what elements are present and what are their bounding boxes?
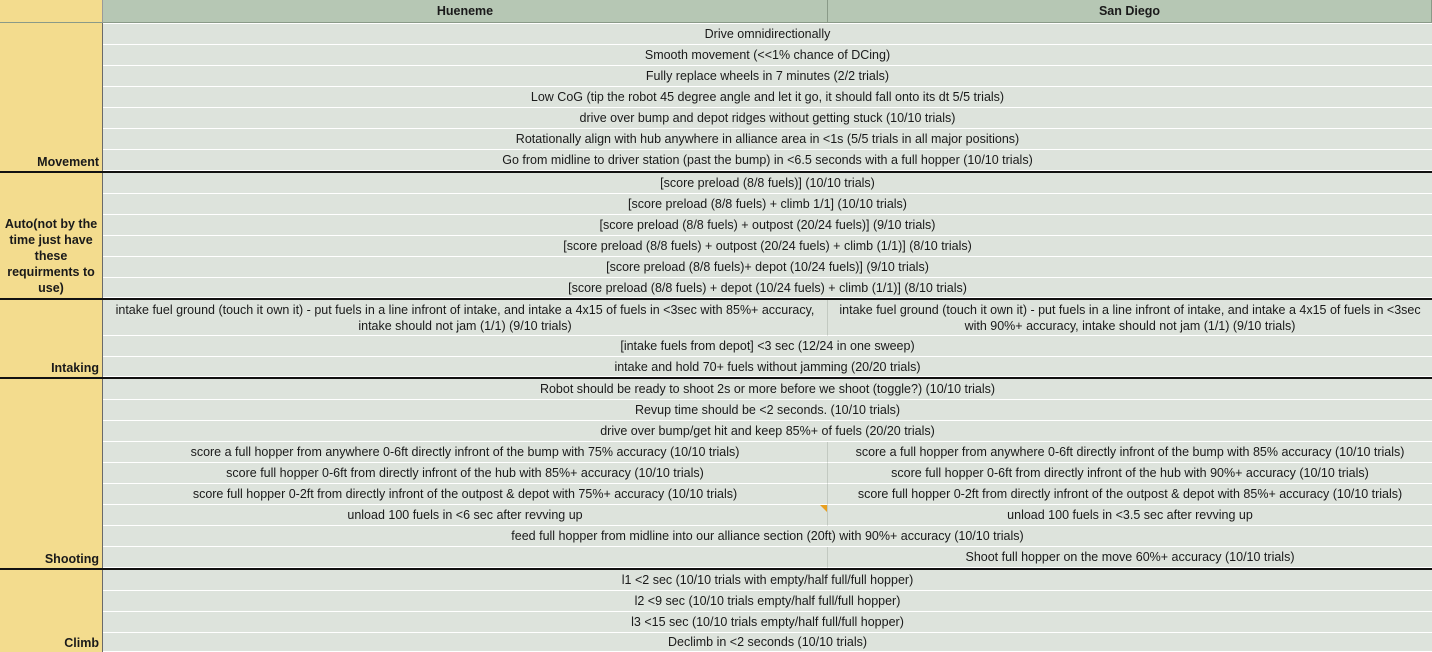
category-movement[interactable]: Movement xyxy=(0,23,103,171)
corner-cell[interactable] xyxy=(0,0,103,23)
climb-row-3[interactable]: l3 <15 sec (10/10 trials empty/half full/full hopper) xyxy=(103,612,1432,633)
shooting-revup-row[interactable]: Revup time should be <2 seconds. (10/10 trials) xyxy=(103,400,1432,421)
intaking-ground-hueneme[interactable]: intake fuel ground (touch it own it) - put fuels in a line infront of intake, and intake a 4x15 of fuels in <3sec with 85%+ accuracy, intake should not jam (1/1) (9/10 trials) xyxy=(103,300,828,336)
shooting-bump-sandiego[interactable]: score a full hopper from anywhere 0-6ft directly infront of the bump with 85% accuracy (10/10 trials) xyxy=(828,442,1432,463)
movement-row-5[interactable]: drive over bump and depot ridges without getting stuck (10/10 trials) xyxy=(103,108,1432,129)
movement-row-3[interactable]: Fully replace wheels in 7 minutes (2/2 trials) xyxy=(103,66,1432,87)
section-divider xyxy=(0,298,1432,300)
intaking-depot-row[interactable]: [intake fuels from depot] <3 sec (12/24 in one sweep) xyxy=(103,336,1432,357)
cell-note-indicator-icon[interactable] xyxy=(820,505,827,512)
auto-row-5[interactable]: [score preload (8/8 fuels)+ depot (10/24 fuels)] (9/10 trials) xyxy=(103,257,1432,278)
column-header-sandiego[interactable]: San Diego xyxy=(828,0,1432,23)
auto-row-3[interactable]: [score preload (8/8 fuels) + outpost (20/24 fuels)] (9/10 trials) xyxy=(103,215,1432,236)
shooting-unload-hueneme[interactable]: unload 100 fuels in <6 sec after revving up xyxy=(103,505,828,526)
section-divider xyxy=(0,377,1432,379)
column-header-hueneme[interactable]: Hueneme xyxy=(103,0,828,23)
movement-row-4[interactable]: Low CoG (tip the robot 45 degree angle and let it go, it should fall onto its dt 5/5 trials) xyxy=(103,87,1432,108)
climb-row-2[interactable]: l2 <9 sec (10/10 trials empty/half full/full hopper) xyxy=(103,591,1432,612)
shooting-bumpdrive-row[interactable]: drive over bump/get hit and keep 85%+ of fuels (20/20 trials) xyxy=(103,421,1432,442)
movement-row-2[interactable]: Smooth movement (<<1% chance of DCing) xyxy=(103,45,1432,66)
shooting-hub-sandiego[interactable]: score full hopper 0-6ft from directly infront of the hub with 90%+ accuracy (10/10 trials) xyxy=(828,463,1432,484)
auto-row-2[interactable]: [score preload (8/8 fuels) + climb 1/1] (10/10 trials) xyxy=(103,194,1432,215)
climb-row-4[interactable]: Declimb in <2 seconds (10/10 trials) xyxy=(103,633,1432,652)
section-divider xyxy=(0,568,1432,570)
shooting-unload-sandiego[interactable]: unload 100 fuels in <3.5 sec after revving up xyxy=(828,505,1432,526)
category-intaking[interactable]: Intaking xyxy=(0,300,103,377)
auto-row-4[interactable]: [score preload (8/8 fuels) + outpost (20/24 fuels) + climb (1/1)] (8/10 trials) xyxy=(103,236,1432,257)
auto-row-1[interactable]: [score preload (8/8 fuels)] (10/10 trials) xyxy=(103,173,1432,194)
auto-row-6[interactable]: [score preload (8/8 fuels) + depot (10/24 fuels) + climb (1/1)] (8/10 trials) xyxy=(103,278,1432,298)
movement-row-7[interactable]: Go from midline to driver station (past the bump) in <6.5 seconds with a full hopper (10/10 trials) xyxy=(103,150,1432,171)
category-climb[interactable]: Climb xyxy=(0,570,103,652)
movement-row-6[interactable]: Rotationally align with hub anywhere in alliance area in <1s (5/5 trials in all major positions) xyxy=(103,129,1432,150)
shooting-feed-row[interactable]: feed full hopper from midline into our alliance section (20ft) with 90%+ accuracy (10/10 trials) xyxy=(103,526,1432,547)
category-auto[interactable]: Auto(not by the time just have these requirments to use) xyxy=(0,173,103,298)
intaking-hold-row[interactable]: intake and hold 70+ fuels without jamming (20/20 trials) xyxy=(103,357,1432,377)
shooting-outpost-hueneme[interactable]: score full hopper 0-2ft from directly infront of the outpost & depot with 75%+ accuracy (10/10 trials) xyxy=(103,484,828,505)
shooting-move-hueneme[interactable] xyxy=(103,547,828,568)
section-divider xyxy=(0,171,1432,173)
shooting-hub-hueneme[interactable]: score full hopper 0-6ft from directly infront of the hub with 85%+ accuracy (10/10 trials) xyxy=(103,463,828,484)
shooting-bump-hueneme[interactable]: score a full hopper from anywhere 0-6ft directly infront of the bump with 75% accuracy (10/10 trials) xyxy=(103,442,828,463)
shooting-outpost-sandiego[interactable]: score full hopper 0-2ft from directly infront of the outpost & depot with 85%+ accuracy (10/10 trials) xyxy=(828,484,1432,505)
intaking-ground-sandiego[interactable]: intake fuel ground (touch it own it) - put fuels in a line infront of intake, and intake a 4x15 of fuels in <3sec with 90%+ accuracy, intake should not jam (1/1) (9/10 trials) xyxy=(828,300,1432,336)
climb-row-1[interactable]: l1 <2 sec (10/10 trials with empty/half full/full hopper) xyxy=(103,570,1432,591)
movement-row-1[interactable]: Drive omnidirectionally xyxy=(103,24,1432,45)
category-shooting[interactable]: Shooting xyxy=(0,379,103,568)
shooting-move-sandiego[interactable]: Shoot full hopper on the move 60%+ accuracy (10/10 trials) xyxy=(828,547,1432,568)
shooting-ready-row[interactable]: Robot should be ready to shoot 2s or more before we shoot (toggle?) (10/10 trials) xyxy=(103,379,1432,400)
